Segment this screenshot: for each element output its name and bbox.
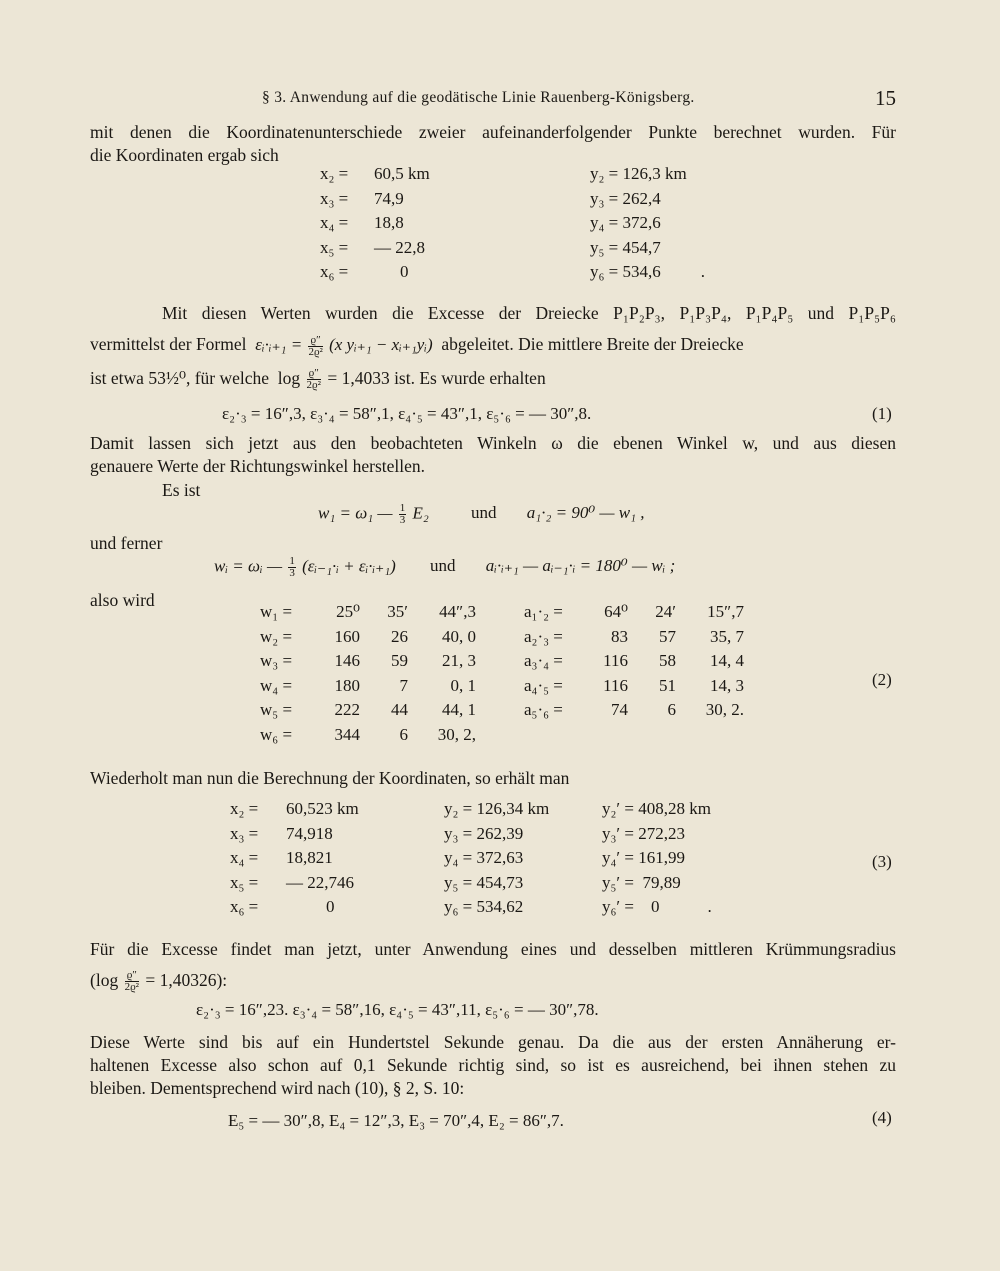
- x-value: 0: [400, 262, 409, 282]
- minutes: 51: [659, 675, 676, 695]
- y-value: y₃ = 262,4: [590, 188, 661, 208]
- a-label: a₁·₂ =: [524, 602, 563, 622]
- seconds: 14, 3: [710, 675, 744, 695]
- para5-line2: [90, 970, 896, 993]
- table-row: [520, 649, 748, 674]
- para3-line3: Es ist: [162, 480, 201, 500]
- w-label: w₁ =: [260, 602, 293, 622]
- seconds: 21, 3: [442, 651, 476, 671]
- table-row: [226, 871, 716, 896]
- para6-line2: haltenen Excesse also schon auf 0,1 Sekunde richtig sind, so ist es ausreichend, bei ihnen stehen zu: [90, 1055, 896, 1075]
- seconds: 35, 7: [710, 626, 744, 646]
- degrees: 25⁰: [336, 602, 360, 622]
- a-label: a₅·₆ =: [524, 700, 563, 720]
- minutes: 26: [391, 626, 408, 646]
- x-label: x₆ =: [320, 262, 349, 282]
- y-value: y₂ = 126,3 km: [590, 164, 687, 184]
- equation-w1: [318, 503, 645, 526]
- degrees: 344: [334, 724, 360, 744]
- minutes: 35′: [387, 602, 408, 622]
- table-row: [226, 895, 716, 920]
- para5-line1: Für die Excesse findet man jetzt, unter Anwendung eines und desselben mittleren Krümmungsradius: [90, 939, 896, 959]
- degrees: 74: [611, 700, 628, 720]
- frac-num: 1: [399, 502, 406, 514]
- x-value: 60,5 km: [374, 164, 430, 184]
- x-value: 60,523 km: [286, 799, 359, 819]
- period: .: [700, 262, 706, 282]
- a-label: a₂·₃ =: [524, 626, 563, 646]
- fraction: [399, 503, 407, 526]
- running-header: § 3. Anwendung auf die geodätische Linie Rauenberg-Königsberg.: [262, 89, 695, 106]
- text: vermittelst der Formel: [90, 334, 247, 354]
- y-value: y₆ = 534,6: [590, 262, 661, 282]
- x-value: — 22,8: [374, 237, 425, 257]
- text: = 1,40326):: [145, 970, 228, 990]
- equation-number-3: (3): [872, 852, 892, 871]
- table-row: [256, 674, 480, 699]
- minutes: 59: [391, 651, 408, 671]
- x-label: x₂ =: [230, 799, 259, 819]
- und: und: [471, 503, 497, 523]
- angles-a-table: [520, 600, 748, 723]
- eq-lhs: wᵢ = ωᵢ —: [214, 556, 283, 576]
- table-row: [256, 600, 480, 625]
- equation-E: E₅ = — 30″,8, E₄ = 12″,3, E₃ = 70″,4, E₂ = 86″,7.: [228, 1111, 564, 1130]
- x-label: x₅ =: [230, 872, 259, 892]
- minutes: 7: [399, 675, 408, 695]
- period: .: [707, 897, 712, 917]
- table-row: [226, 797, 716, 822]
- text: = 1,4033 ist. Es wurde erhalten: [327, 368, 546, 388]
- y-value: y₂ = 126,34 km: [444, 799, 550, 819]
- para3-line2: genauere Werte der Richtungswinkel herstellen.: [90, 456, 426, 476]
- formula-lhs: εᵢ·ᵢ₊₁ =: [255, 335, 303, 354]
- w-label: w₆ =: [260, 724, 293, 744]
- equation-number-1: (1): [872, 404, 892, 423]
- equation-number-2: (2): [872, 670, 892, 689]
- table-row: [316, 260, 709, 285]
- y-prime-value: y₄′ = 161,99: [602, 848, 685, 868]
- minutes: 24′: [655, 602, 676, 622]
- x-label: x₃ =: [320, 188, 349, 208]
- eq-right: aᵢ·ᵢ₊₁ — aᵢ₋₁·ᵢ = 180⁰ — wᵢ ;: [485, 556, 676, 576]
- log: (log: [90, 970, 119, 990]
- frac-den: 2ϱ²: [306, 379, 321, 392]
- und: und: [430, 556, 456, 576]
- frac-den: 2ϱ²: [308, 345, 323, 358]
- a-label: a₄·₅ =: [524, 675, 563, 695]
- text: abgeleitet. Die mittlere Breite der Dreiecke: [441, 334, 744, 354]
- equation-excess-2: ε₂·₃ = 16″,23. ε₃·₄ = 58″,16, ε₄·₅ = 43″,11, ε₅·₆ = — 30″,78.: [196, 1000, 599, 1019]
- y-value-cell: [586, 260, 709, 285]
- x-value: 0: [326, 897, 335, 917]
- seconds: 44″,3: [439, 602, 476, 622]
- also-wird: also wird: [90, 590, 155, 610]
- table-row: [256, 698, 480, 723]
- seconds: 40, 0: [442, 626, 476, 646]
- equation-wi: [214, 556, 675, 579]
- coordinates-table-1: [316, 162, 709, 285]
- x-value: 74,918: [286, 823, 333, 843]
- minutes: 58: [659, 651, 676, 671]
- table-row: [256, 625, 480, 650]
- seconds: 30, 2,: [437, 724, 476, 744]
- minutes: 6: [399, 724, 408, 744]
- table-row: [316, 236, 709, 261]
- degrees: 160: [334, 626, 360, 646]
- eq-right: a₁·₂ = 90⁰ — w₁ ,: [526, 503, 645, 523]
- frac-num: ϱ″: [308, 335, 322, 347]
- fraction: [307, 368, 321, 391]
- table-row: [256, 649, 480, 674]
- formula: [255, 333, 433, 358]
- y-value: y₅ = 454,73: [444, 872, 524, 892]
- log: log: [277, 368, 301, 388]
- degrees: 222: [334, 700, 360, 720]
- degrees: 116: [603, 651, 628, 671]
- seconds: 0, 1: [450, 675, 476, 695]
- page-number: 15: [875, 86, 896, 110]
- table-row: [256, 723, 480, 748]
- formula-rhs: (x yᵢ₊₁ − xᵢ₊₁yᵢ): [329, 335, 433, 354]
- a-label: a₃·₄ =: [524, 651, 563, 671]
- seconds: 15″,7: [707, 602, 744, 622]
- fraction: [308, 335, 322, 358]
- frac-num: 1: [289, 555, 295, 567]
- minutes: 6: [667, 700, 676, 720]
- y-value: y₆ = 534,62: [444, 897, 524, 917]
- degrees: 64⁰: [604, 602, 628, 622]
- y-prime-value: y₅′ = 79,89: [602, 872, 681, 892]
- frac-num: ϱ″: [307, 368, 321, 380]
- eq-rhs: E₂: [412, 503, 429, 523]
- x-label: x₄ =: [320, 213, 349, 233]
- table-row: [316, 211, 709, 236]
- para6-line1: Diese Werte sind bis auf ein Hundertstel Sekunde genau. Da die aus der ersten Annäherung er-: [90, 1032, 896, 1052]
- x-value: 18,8: [374, 213, 404, 233]
- degrees: 146: [334, 651, 360, 671]
- table-row: [520, 674, 748, 699]
- table-row: [226, 846, 716, 871]
- para2-line1: Mit diesen Werten wurden die Excesse der Dreiecke P₁P₂P₃, P₁P₃P₄, P₁P₄P₅ und P₁P₅P₆: [162, 303, 896, 323]
- fraction: [288, 556, 296, 579]
- x-value: 18,821: [286, 848, 333, 868]
- table-row: [520, 698, 748, 723]
- x-label: x₃ =: [230, 823, 259, 843]
- x-value: 74,9: [374, 188, 404, 208]
- x-label: x₄ =: [230, 848, 259, 868]
- frac-num: ϱ″: [125, 970, 139, 982]
- seconds: 14, 4: [710, 651, 744, 671]
- w-label: w₅ =: [260, 700, 293, 720]
- equation-excess-1: ε₂·₃ = 16″,3, ε₃·₄ = 58″,1, ε₄·₅ = 43″,1, ε₅·₆ = — 30″,8.: [222, 404, 592, 423]
- y-value: y₄ = 372,63: [444, 848, 524, 868]
- coordinates-table-2: [226, 797, 716, 920]
- y-prime-value: y₂′ = 408,28 km: [602, 799, 711, 819]
- w-label: w₃ =: [260, 651, 293, 671]
- equation-number-4: (4): [872, 1108, 892, 1127]
- w-label: w₂ =: [260, 626, 293, 646]
- degrees: 116: [603, 675, 628, 695]
- x-value: — 22,746: [286, 872, 354, 892]
- para6-line3: bleiben. Dementsprechend wird nach (10), § 2, S. 10:: [90, 1078, 465, 1098]
- y-value: y₅ = 454,7: [590, 237, 661, 257]
- y-prime-cell: [598, 895, 716, 920]
- y-prime-value: y₃′ = 272,23: [602, 823, 685, 843]
- eq-lhs: w₁ = ω₁ —: [318, 503, 393, 523]
- table-row: [520, 600, 748, 625]
- text: ist etwa 53½⁰, für welche: [90, 368, 270, 388]
- x-label: x₅ =: [320, 237, 349, 257]
- seconds: 30, 2.: [705, 700, 744, 720]
- eq-rhs: (εᵢ₋₁·ᵢ + εᵢ·ᵢ₊₁): [302, 556, 396, 576]
- x-label: x₆ =: [230, 897, 259, 917]
- para2-line2: [90, 334, 896, 358]
- degrees: 83: [611, 626, 628, 646]
- para1-line1: mit denen die Koordinatenunterschiede zweier aufeinanderfolgender Punkte berechnet wurden. Für: [90, 122, 896, 142]
- para3-line1: Damit lassen sich jetzt aus den beobachteten Winkeln ω die ebenen Winkel w, und aus diesen: [90, 433, 896, 453]
- para4: Wiederholt man nun die Berechnung der Koordinaten, so erhält man: [90, 768, 570, 788]
- und-ferner: und ferner: [90, 533, 163, 553]
- x-label: x₂ =: [320, 164, 349, 184]
- minutes: 44: [391, 700, 408, 720]
- w-label: w₄ =: [260, 675, 293, 695]
- y-value: y₃ = 262,39: [444, 823, 524, 843]
- angles-w-table: [256, 600, 480, 747]
- y-value: y₄ = 372,6: [590, 213, 661, 233]
- seconds: 44, 1: [442, 700, 476, 720]
- para2-line3: [90, 368, 896, 391]
- fraction: [125, 970, 139, 993]
- table-row: [226, 822, 716, 847]
- para1-line2: die Koordinaten ergab sich: [90, 145, 279, 165]
- table-row: [316, 187, 709, 212]
- table-row: [316, 162, 709, 187]
- table-row: [520, 625, 748, 650]
- frac-den: 3: [399, 514, 406, 526]
- minutes: 57: [659, 626, 676, 646]
- frac-den: 2ϱ²: [124, 981, 139, 994]
- degrees: 180: [334, 675, 360, 695]
- y-prime-value: y₆′ = 0: [602, 897, 660, 917]
- frac-den: 3: [289, 567, 295, 579]
